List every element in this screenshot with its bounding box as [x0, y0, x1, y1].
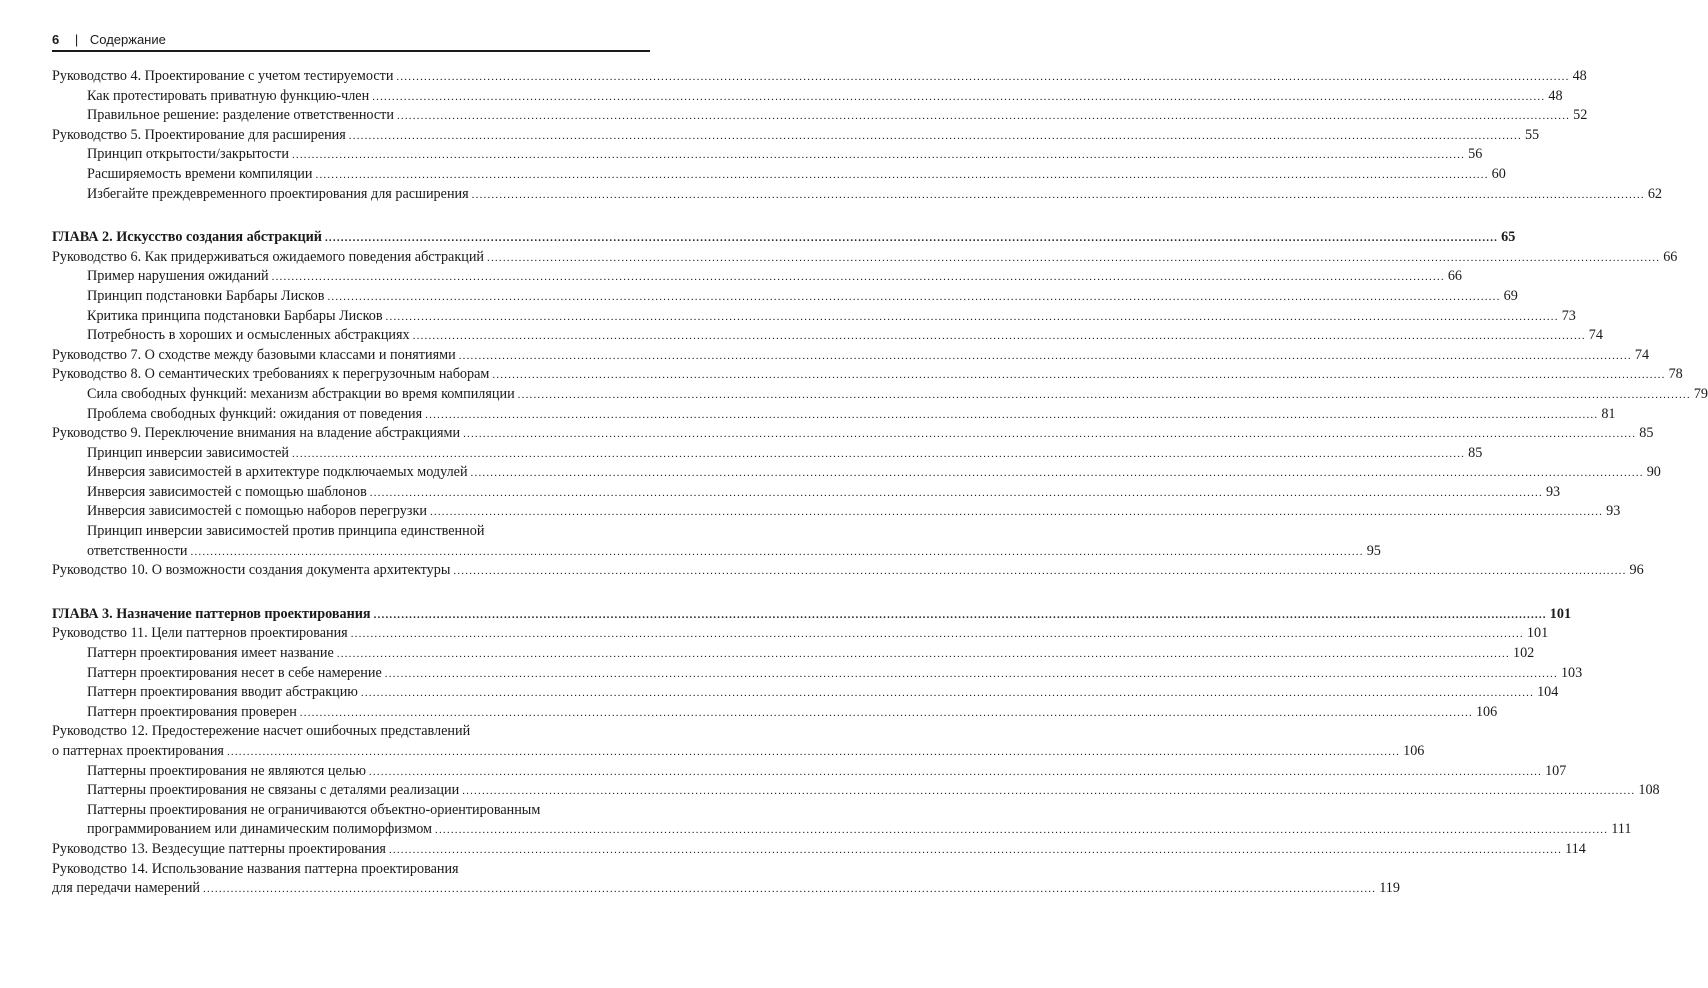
toc-entry: Паттерн проектирования имеет название ..... 102 — [52, 644, 650, 664]
toc-entry-line2: программированием или динамическим полиморфизмом ..... 111 — [52, 820, 650, 840]
toc-entry: Как протестировать приватную функцию-член ..... 48 — [52, 87, 650, 107]
running-header — [52, 31, 650, 52]
toc-entry-line2: ответственности ..... 95 — [52, 542, 650, 562]
toc-entry: Паттерны проектирования не являются целью ..... 107 — [52, 762, 650, 782]
toc-entry: Сила свободных функций: механизм абстракции во время компиляции ..... 79 — [52, 385, 650, 405]
header-page-number: 6 — [52, 32, 60, 47]
toc-entry: Руководство 6. Как придерживаться ожидаемого поведения абстракций ..... 66 — [52, 248, 650, 268]
toc-entry: Избегайте преждевременного проектирования для расширения ..... 62 — [52, 185, 650, 205]
toc-entry: Паттерны проектирования не связаны с деталями реализации ..... 108 — [52, 781, 650, 801]
toc-entry: Инверсия зависимостей в архитектуре подключаемых модулей ..... 90 — [52, 463, 650, 483]
toc-entry: Критика принципа подстановки Барбары Лисков ..... 73 — [52, 307, 650, 327]
toc-entry: Руководство 7. О сходстве между базовыми классами и понятиями ..... 74 — [52, 346, 650, 366]
toc-entry-line1: Паттерны проектирования не ограничиваются объектно-ориентированным — [87, 801, 541, 818]
toc-entry: Руководство 4. Проектирование с учетом тестируемости ..... 48 — [52, 67, 650, 87]
toc-entry: Принцип подстановки Барбары Лисков ..... 69 — [52, 287, 650, 307]
toc-entry: Правильное решение: разделение ответственности ..... 52 — [52, 106, 650, 126]
toc-entry: Руководство 9. Переключение внимания на владение абстракциями ..... 85 — [52, 424, 650, 444]
chapter-heading: ГЛАВА 3. Назначение паттернов проектирования ..... 101 — [52, 605, 650, 625]
toc-entry: Пример нарушения ожиданий ..... 66 — [52, 267, 650, 287]
toc-entry: Руководство 8. О семантических требованиях к перегрузочным наборам ..... 78 — [52, 365, 650, 385]
toc-entry-line2: для передачи намерений ..... 119 — [52, 879, 650, 899]
toc-entry-line1: Руководство 12. Предостережение насчет ошибочных представлений — [52, 723, 471, 740]
toc-entry-line1: Руководство 14. Использование названия паттерна проектирования — [52, 860, 459, 877]
toc-entry: Руководство 5. Проектирование для расширения ..... 55 — [52, 126, 650, 146]
toc-entry: Расширяемость времени компиляции ..... 60 — [52, 165, 650, 185]
toc-entry: Принцип открытости/закрытости ..... 56 — [52, 145, 650, 165]
header-separator: | — [74, 32, 79, 47]
toc-entry: Паттерн проектирования вводит абстракцию ..... 104 — [52, 683, 650, 703]
toc-entry: Паттерн проектирования несет в себе намерение ..... 103 — [52, 664, 650, 684]
toc-entry-line1: Принцип инверсии зависимостей против принципа единственной — [87, 523, 485, 540]
toc-entry: Паттерн проектирования проверен ..... 106 — [52, 703, 650, 723]
toc-entry: Потребность в хороших и осмысленных абстракциях ..... 74 — [52, 326, 650, 346]
toc-entry: Инверсия зависимостей с помощью шаблонов ..... 93 — [52, 483, 650, 503]
chapter-heading: ГЛАВА 2. Искусство создания абстракций ..... 65 — [52, 228, 650, 248]
table-of-contents — [52, 67, 1708, 899]
toc-entry-line2: о паттернах проектирования ..... 106 — [52, 742, 650, 762]
toc-entry: Принцип инверсии зависимостей ..... 85 — [52, 444, 650, 464]
toc-entry: Руководство 13. Вездесущие паттерны проектирования ..... 114 — [52, 840, 650, 860]
toc-entry: Руководство 11. Цели паттернов проектирования ..... 101 — [52, 624, 650, 644]
header-title: Содержание — [89, 32, 166, 47]
toc-entry: Проблема свободных функций: ожидания от поведения ..... 81 — [52, 405, 650, 425]
toc-entry: Инверсия зависимостей с помощью наборов перегрузки ..... 93 — [52, 502, 650, 522]
toc-entry: Руководство 10. О возможности создания документа архитектуры ..... 96 — [52, 561, 650, 581]
